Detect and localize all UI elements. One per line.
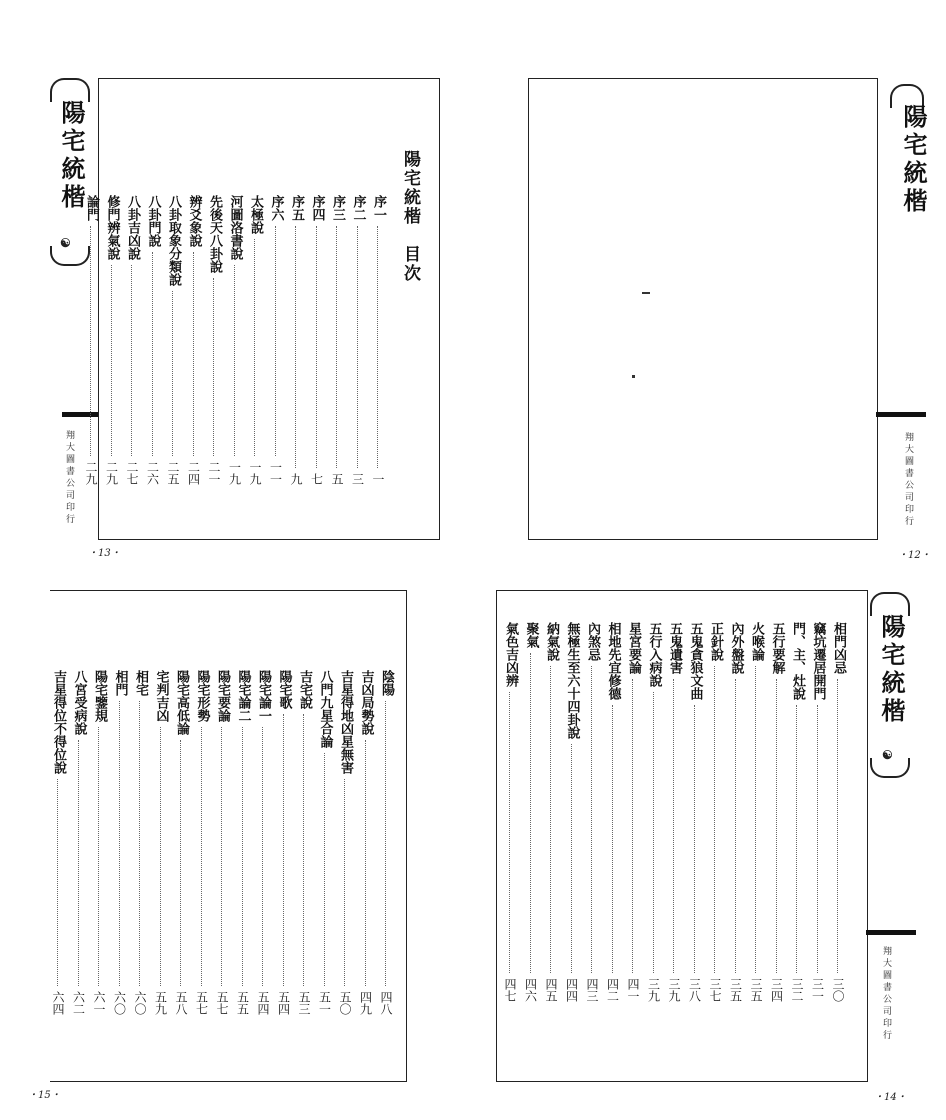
toc-entry <box>314 670 335 1015</box>
toc-entry-title: 竊坑遷居開門 <box>810 622 826 700</box>
toc-leader-dots <box>254 239 255 456</box>
toc-entry-page: 五八 <box>174 991 188 1015</box>
toc-entry-page: 二六 <box>145 461 160 485</box>
toc-entry-page: 三五 <box>728 978 743 1002</box>
spine-book-title: 陽宅統楷 <box>899 104 928 216</box>
toc-leader-dots <box>509 692 510 973</box>
toc-leader-dots <box>377 226 378 468</box>
toc-leader-dots <box>193 252 194 456</box>
toc-list <box>51 670 396 1015</box>
toc-leader-dots <box>735 679 736 973</box>
toc-entry-page: 三一 <box>810 978 825 1002</box>
toc-entry-title: 八卦吉凶說 <box>125 195 140 260</box>
toc-entry <box>183 195 204 485</box>
toc-entry-title: 星宮要論 <box>626 622 641 674</box>
toc-entry-title: 陽宅高低論 <box>174 670 189 735</box>
toc-entry <box>355 670 376 1015</box>
toc-entry-page: 六〇 <box>112 991 127 1015</box>
toc-entry <box>224 195 245 485</box>
toc-entry-title: 五行入病說 <box>646 622 662 687</box>
toc-entry-page: 九 <box>289 473 303 485</box>
toc-entry-title: 序四 <box>309 195 325 221</box>
toc-entry-page: 四六 <box>523 978 538 1002</box>
toc-entry-title: 序二 <box>350 195 366 221</box>
spine-marker-bar <box>866 930 916 935</box>
toc-entry-title: 吉星得地凶星無害 <box>338 670 353 774</box>
toc-entry <box>253 670 274 1015</box>
toc-entry-page: 一九 <box>227 461 242 485</box>
toc-entry-page: 五七 <box>194 991 209 1015</box>
toc-entry-title: 內外盤說 <box>728 622 744 674</box>
toc-leader-dots <box>632 679 633 973</box>
page-12-frame <box>528 78 878 540</box>
toc-entry-page: 六二 <box>71 991 86 1015</box>
toc-entry-title: 正針說 <box>708 622 723 661</box>
toc-entry <box>335 670 356 1015</box>
toc-entry-title: 序五 <box>289 195 304 221</box>
toc-leader-dots <box>344 779 345 986</box>
toc-entry-page: 三五 <box>749 978 763 1002</box>
toc-list <box>503 622 848 1002</box>
toc-entry <box>561 622 582 1002</box>
ink-speck <box>642 292 650 294</box>
toc-entry-page: 六四 <box>51 991 65 1015</box>
publisher-imprint: 翔大圖書公司印行 <box>881 946 891 1042</box>
toc-leader-dots <box>324 753 325 986</box>
toc-heading: 陽宅統楷 目次 <box>400 150 420 283</box>
toc-entry <box>623 622 644 1002</box>
toc-entry <box>68 670 89 1015</box>
toc-entry <box>171 670 192 1015</box>
spine-book-title: 陽宅統楷 <box>57 100 86 212</box>
toc-entry-page: 四八 <box>379 991 393 1015</box>
toc-leader-dots <box>283 714 284 986</box>
toc-entry <box>327 195 348 485</box>
toc-entry-page: 三七 <box>708 978 722 1002</box>
toc-entry <box>684 622 705 1002</box>
toc-entry <box>286 195 307 485</box>
toc-entry-page: 一 <box>371 473 385 485</box>
toc-entry-page: 二七 <box>125 461 139 485</box>
toc-entry <box>204 195 225 485</box>
toc-entry <box>81 195 102 485</box>
toc-entry <box>163 195 184 485</box>
spine-book-title: 陽宅統楷 <box>877 614 906 726</box>
toc-entry-page: 三八 <box>687 978 702 1002</box>
toc-entry-page: 四五 <box>544 978 558 1002</box>
toc-leader-dots <box>776 679 777 973</box>
toc-entry-page: 二五 <box>166 461 180 485</box>
toc-entry-title: 河圖洛書說 <box>227 195 243 260</box>
toc-entry-title: 陽宅論一 <box>256 670 271 722</box>
toc-leader-dots <box>295 226 296 468</box>
toc-entry-page: 三二 <box>790 978 804 1002</box>
toc-leader-dots <box>275 226 276 456</box>
spine-cap-top <box>50 78 90 102</box>
page-15 <box>0 570 460 1120</box>
toc-leader-dots <box>221 727 222 986</box>
toc-entry-title: 內煞忌 <box>585 622 600 661</box>
toc-leader-dots <box>119 701 120 986</box>
toc-entry-title: 八卦取象分類說 <box>166 195 181 286</box>
toc-leader-dots <box>213 278 214 456</box>
toc-entry-page: 五〇 <box>338 991 352 1015</box>
toc-leader-dots <box>316 226 317 468</box>
toc-entry-page: 五一 <box>317 991 332 1015</box>
toc-entry <box>787 622 808 1002</box>
publisher-imprint: 翔大圖書公司印行 <box>903 432 913 528</box>
toc-entry-title: 陽宅歌 <box>276 670 292 709</box>
toc-leader-dots <box>98 727 99 986</box>
toc-entry <box>347 195 368 485</box>
toc-entry-page: 二一 <box>207 461 221 485</box>
toc-leader-dots <box>571 744 572 973</box>
toc-entry-title: 八卦門說 <box>145 195 161 247</box>
toc-leader-dots <box>591 666 592 973</box>
toc-entry <box>725 622 746 1002</box>
toc-entry-page: 五四 <box>256 991 270 1015</box>
toc-leader-dots <box>357 226 358 468</box>
toc-entry <box>130 670 151 1015</box>
page-12 <box>480 0 946 560</box>
toc-entry-title: 八宮受病說 <box>71 670 87 735</box>
spine-cap-top <box>870 592 910 616</box>
publisher-imprint: 翔大圖書公司印行 <box>64 430 74 526</box>
toc-leader-dots <box>612 705 613 973</box>
toc-leader-dots <box>817 705 818 973</box>
toc-entry <box>122 195 143 485</box>
toc-leader-dots <box>550 666 551 973</box>
toc-entry-page: 四一 <box>626 978 640 1002</box>
toc-leader-dots <box>152 252 153 456</box>
toc-leader-dots <box>234 265 235 456</box>
toc-entry-page: 四三 <box>585 978 599 1002</box>
toc-leader-dots <box>242 727 243 986</box>
toc-entry-title: 序一 <box>371 195 386 221</box>
toc-leader-dots <box>139 701 140 986</box>
toc-leader-dots <box>653 692 654 973</box>
toc-entry-title: 無極生至六十四卦說 <box>564 622 580 739</box>
toc-entry-page: 六〇 <box>133 991 147 1015</box>
toc-leader-dots <box>303 714 304 986</box>
toc-entry-title: 宅判吉凶 <box>153 670 169 722</box>
toc-entry-title: 吉凶局勢說 <box>358 670 374 735</box>
toc-entry-title: 修門辨氣說 <box>104 195 120 260</box>
ink-speck <box>632 375 635 378</box>
toc-entry-title: 八門九星合論 <box>317 670 333 748</box>
toc-entry-page: 七 <box>309 473 324 485</box>
toc-entry-title: 相地先宜修德 <box>605 622 621 700</box>
toc-entry-page: 一九 <box>248 461 262 485</box>
toc-leader-dots <box>201 727 202 986</box>
toc-entry <box>582 622 603 1002</box>
toc-entry-page: 二四 <box>186 461 201 485</box>
toc-entry-title: 相門凶忌 <box>831 622 846 674</box>
toc-entry-title: 先後天八卦說 <box>207 195 222 273</box>
toc-leader-dots <box>262 727 263 986</box>
toc-entry <box>376 670 397 1015</box>
toc-entry-title: 太極說 <box>248 195 263 234</box>
toc-entry <box>766 622 787 1002</box>
toc-leader-dots <box>57 779 58 986</box>
toc-leader-dots <box>131 265 132 456</box>
toc-entry-page: 五七 <box>215 991 229 1015</box>
tiger-emblem-icon: ☯ <box>882 748 893 762</box>
toc-entry-page: 二九 <box>104 461 119 485</box>
toc-entry-title: 五行要解 <box>769 622 785 674</box>
toc-leader-dots <box>530 653 531 973</box>
page-number: ・14・ <box>874 1092 907 1103</box>
toc-entry <box>150 670 171 1015</box>
page-13 <box>0 0 460 560</box>
toc-entry-page: 三 <box>350 473 365 485</box>
toc-entry <box>306 195 327 485</box>
toc-entry-title: 相門 <box>112 670 128 696</box>
toc-entry-page: 四七 <box>503 978 517 1002</box>
toc-entry-page: 三九 <box>646 978 661 1002</box>
toc-entry <box>191 670 212 1015</box>
toc-leader-dots <box>673 679 674 973</box>
toc-entry <box>602 622 623 1002</box>
toc-entry-title: 五鬼遺害 <box>667 622 682 674</box>
page-number: ・12・ <box>898 550 931 561</box>
toc-entry-page: 四九 <box>358 991 373 1015</box>
toc-leader-dots <box>755 666 756 973</box>
toc-entry-title: 納氣說 <box>544 622 559 661</box>
toc-entry-page: 二九 <box>84 461 98 485</box>
spine-marker-bar <box>876 412 926 417</box>
toc-entry <box>245 195 266 485</box>
toc-entry-page: 三〇 <box>831 978 845 1002</box>
toc-leader-dots <box>111 265 112 456</box>
toc-entry <box>265 195 286 485</box>
page-number: ・15・ <box>28 1090 61 1101</box>
toc-entry <box>294 670 315 1015</box>
toc-entry <box>520 622 541 1002</box>
toc-entry-title: 陽宅鑒規 <box>92 670 107 722</box>
toc-entry-title: 陽宅論二 <box>235 670 251 722</box>
toc-entry <box>664 622 685 1002</box>
toc-entry-title: 吉星得位不得位說 <box>51 670 66 774</box>
toc-entry <box>212 670 233 1015</box>
toc-entry-title: 門、主、灶說 <box>790 622 805 700</box>
toc-entry-page: 三九 <box>667 978 681 1002</box>
toc-leader-dots <box>365 740 366 986</box>
toc-entry-title: 陽宅要論 <box>215 670 230 722</box>
toc-entry-title: 相宅 <box>133 670 148 696</box>
toc-entry-page: 五九 <box>153 991 168 1015</box>
toc-entry-page: 六一 <box>92 991 106 1015</box>
toc-entry <box>232 670 253 1015</box>
toc-leader-dots <box>180 740 181 986</box>
toc-entry-title: 吉宅說 <box>297 670 312 709</box>
page-number: ・13・ <box>88 548 121 559</box>
toc-entry <box>541 622 562 1002</box>
toc-leader-dots <box>385 701 386 986</box>
toc-leader-dots <box>714 666 715 973</box>
toc-leader-dots <box>160 727 161 986</box>
page-14 <box>480 570 946 1120</box>
toc-entry-page: 三四 <box>769 978 784 1002</box>
toc-entry-title: 五鬼貪狼文曲 <box>687 622 703 700</box>
toc-entry <box>643 622 664 1002</box>
toc-leader-dots <box>837 679 838 973</box>
toc-entry-title: 聚氣 <box>523 622 539 648</box>
toc-entry-title: 序三 <box>330 195 345 221</box>
toc-entry-page: 四四 <box>564 978 579 1002</box>
toc-entry <box>746 622 767 1002</box>
toc-entry <box>705 622 726 1002</box>
toc-entry-page: 五 <box>330 473 344 485</box>
toc-entry-page: 五三 <box>297 991 311 1015</box>
toc-leader-dots <box>90 226 91 456</box>
toc-entry <box>101 195 122 485</box>
toc-leader-dots <box>172 291 173 456</box>
toc-entry-page: 四二 <box>605 978 620 1002</box>
toc-entry-title: 陰陽 <box>379 670 394 696</box>
toc-leader-dots <box>796 705 797 973</box>
toc-entry <box>89 670 110 1015</box>
toc-entry <box>48 670 69 1015</box>
toc-entry <box>500 622 521 1002</box>
tiger-emblem-icon: ☯ <box>60 236 71 250</box>
toc-entry <box>368 195 389 485</box>
toc-leader-dots <box>694 705 695 973</box>
toc-entry-title: 陽宅形勢 <box>194 670 210 722</box>
toc-list <box>84 195 388 485</box>
toc-entry-title: 論門 <box>84 195 99 221</box>
toc-entry-page: 一一 <box>268 461 283 485</box>
toc-entry-title: 氣色吉凶辨 <box>503 622 518 687</box>
toc-leader-dots <box>78 740 79 986</box>
toc-entry <box>142 195 163 485</box>
toc-entry <box>273 670 294 1015</box>
toc-entry <box>807 622 828 1002</box>
toc-entry <box>828 622 849 1002</box>
toc-entry-title: 辨爻象說 <box>186 195 202 247</box>
toc-entry-page: 五四 <box>276 991 291 1015</box>
toc-entry <box>109 670 130 1015</box>
toc-entry-title: 序六 <box>268 195 284 221</box>
toc-leader-dots <box>336 226 337 468</box>
toc-entry-page: 五五 <box>235 991 250 1015</box>
toc-entry-title: 火喉論 <box>749 622 764 661</box>
